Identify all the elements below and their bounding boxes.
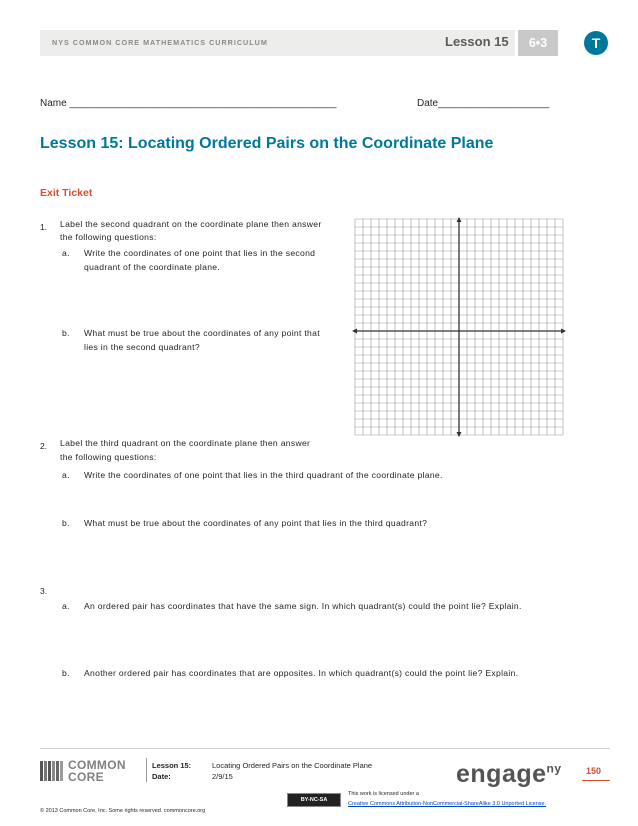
engageny-logo: [456, 760, 562, 789]
teacher-badge: T: [584, 31, 608, 55]
copyright-text: © 2013 Common Core, Inc. Some rights reserved. commoncore.org: [40, 808, 206, 814]
part-text: Write the coordinates of one point that lies in the third quadrant of the coordinate plane.: [84, 470, 443, 480]
part-text: Another ordered pair has coordinates that are opposites. In which quadrant(s) could the point lie? Explain.: [84, 668, 519, 678]
part-letter: b.: [62, 328, 70, 338]
footer-lesson-value: Locating Ordered Pairs on the Coordinate Plane: [212, 761, 373, 770]
part-letter: b.: [62, 668, 70, 678]
part-text: quadrant of the coordinate plane.: [84, 262, 221, 272]
coordinate-plane[interactable]: [352, 217, 570, 445]
part-text: What must be true about the coordinates of any point that lies in the third quadrant?: [84, 518, 428, 528]
common-core-wordmark: COMMON: [68, 758, 126, 772]
footer-date-value: 2/9/15: [212, 772, 233, 781]
question-number: 3.: [40, 586, 48, 596]
common-core-logo-icon: [40, 761, 64, 781]
footer-date-label: Date:: [152, 772, 171, 781]
curriculum-label: NYS COMMON CORE MATHEMATICS CURRICULUM: [52, 38, 268, 47]
part-text: An ordered pair has coordinates that have the same sign. In which quadrant(s) could the point lie? Explain.: [84, 601, 522, 611]
footer-lesson-label: Lesson 15:: [152, 761, 192, 770]
part-letter: a.: [62, 470, 70, 480]
question-text: the following questions:: [60, 232, 157, 242]
page-title: Lesson 15: Locating Ordered Pairs on the Coordinate Plane: [40, 135, 494, 152]
arrow-up-icon: [457, 217, 462, 222]
creative-commons-badge: BY-NC-SA: [287, 793, 341, 807]
arrow-left-icon: [352, 329, 357, 334]
engage-sup: ny: [546, 761, 562, 776]
footer-rule: [40, 748, 610, 749]
part-text: Write the coordinates of one point that lies in the second: [84, 248, 316, 258]
arrow-right-icon: [561, 329, 566, 334]
license-text: This work is licensed under a: [348, 791, 419, 797]
question-text: the following questions:: [60, 452, 157, 462]
page-number: 150: [586, 766, 602, 776]
part-letter: a.: [62, 248, 70, 258]
name-field[interactable]: Name ________________________________________________: [40, 98, 337, 109]
footer-divider: [146, 758, 147, 782]
question-text: Label the second quadrant on the coordinate plane then answer: [60, 219, 322, 229]
part-text: lies in the second quadrant?: [84, 342, 200, 352]
question-text: Label the third quadrant on the coordinate plane then answer: [60, 438, 311, 448]
page-number-rule: [582, 780, 610, 781]
arrow-down-icon: [457, 432, 462, 437]
date-field[interactable]: Date____________________: [417, 98, 550, 109]
engage-text: engage: [456, 760, 547, 788]
lesson-label: Lesson 15: [445, 34, 509, 49]
license-link[interactable]: Creative Commons Attribution-NonCommercial-ShareAlike 3.0 Unported License.: [348, 801, 547, 807]
axes: [352, 217, 566, 437]
question-number: 2.: [40, 441, 48, 451]
exit-ticket-heading: Exit Ticket: [40, 187, 93, 199]
part-letter: a.: [62, 601, 70, 611]
common-core-wordmark: CORE: [68, 770, 104, 784]
module-label: 6•3: [518, 30, 558, 56]
part-text: What must be true about the coordinates of any point that: [84, 328, 320, 338]
question-number: 1.: [40, 222, 48, 232]
part-letter: b.: [62, 518, 70, 528]
